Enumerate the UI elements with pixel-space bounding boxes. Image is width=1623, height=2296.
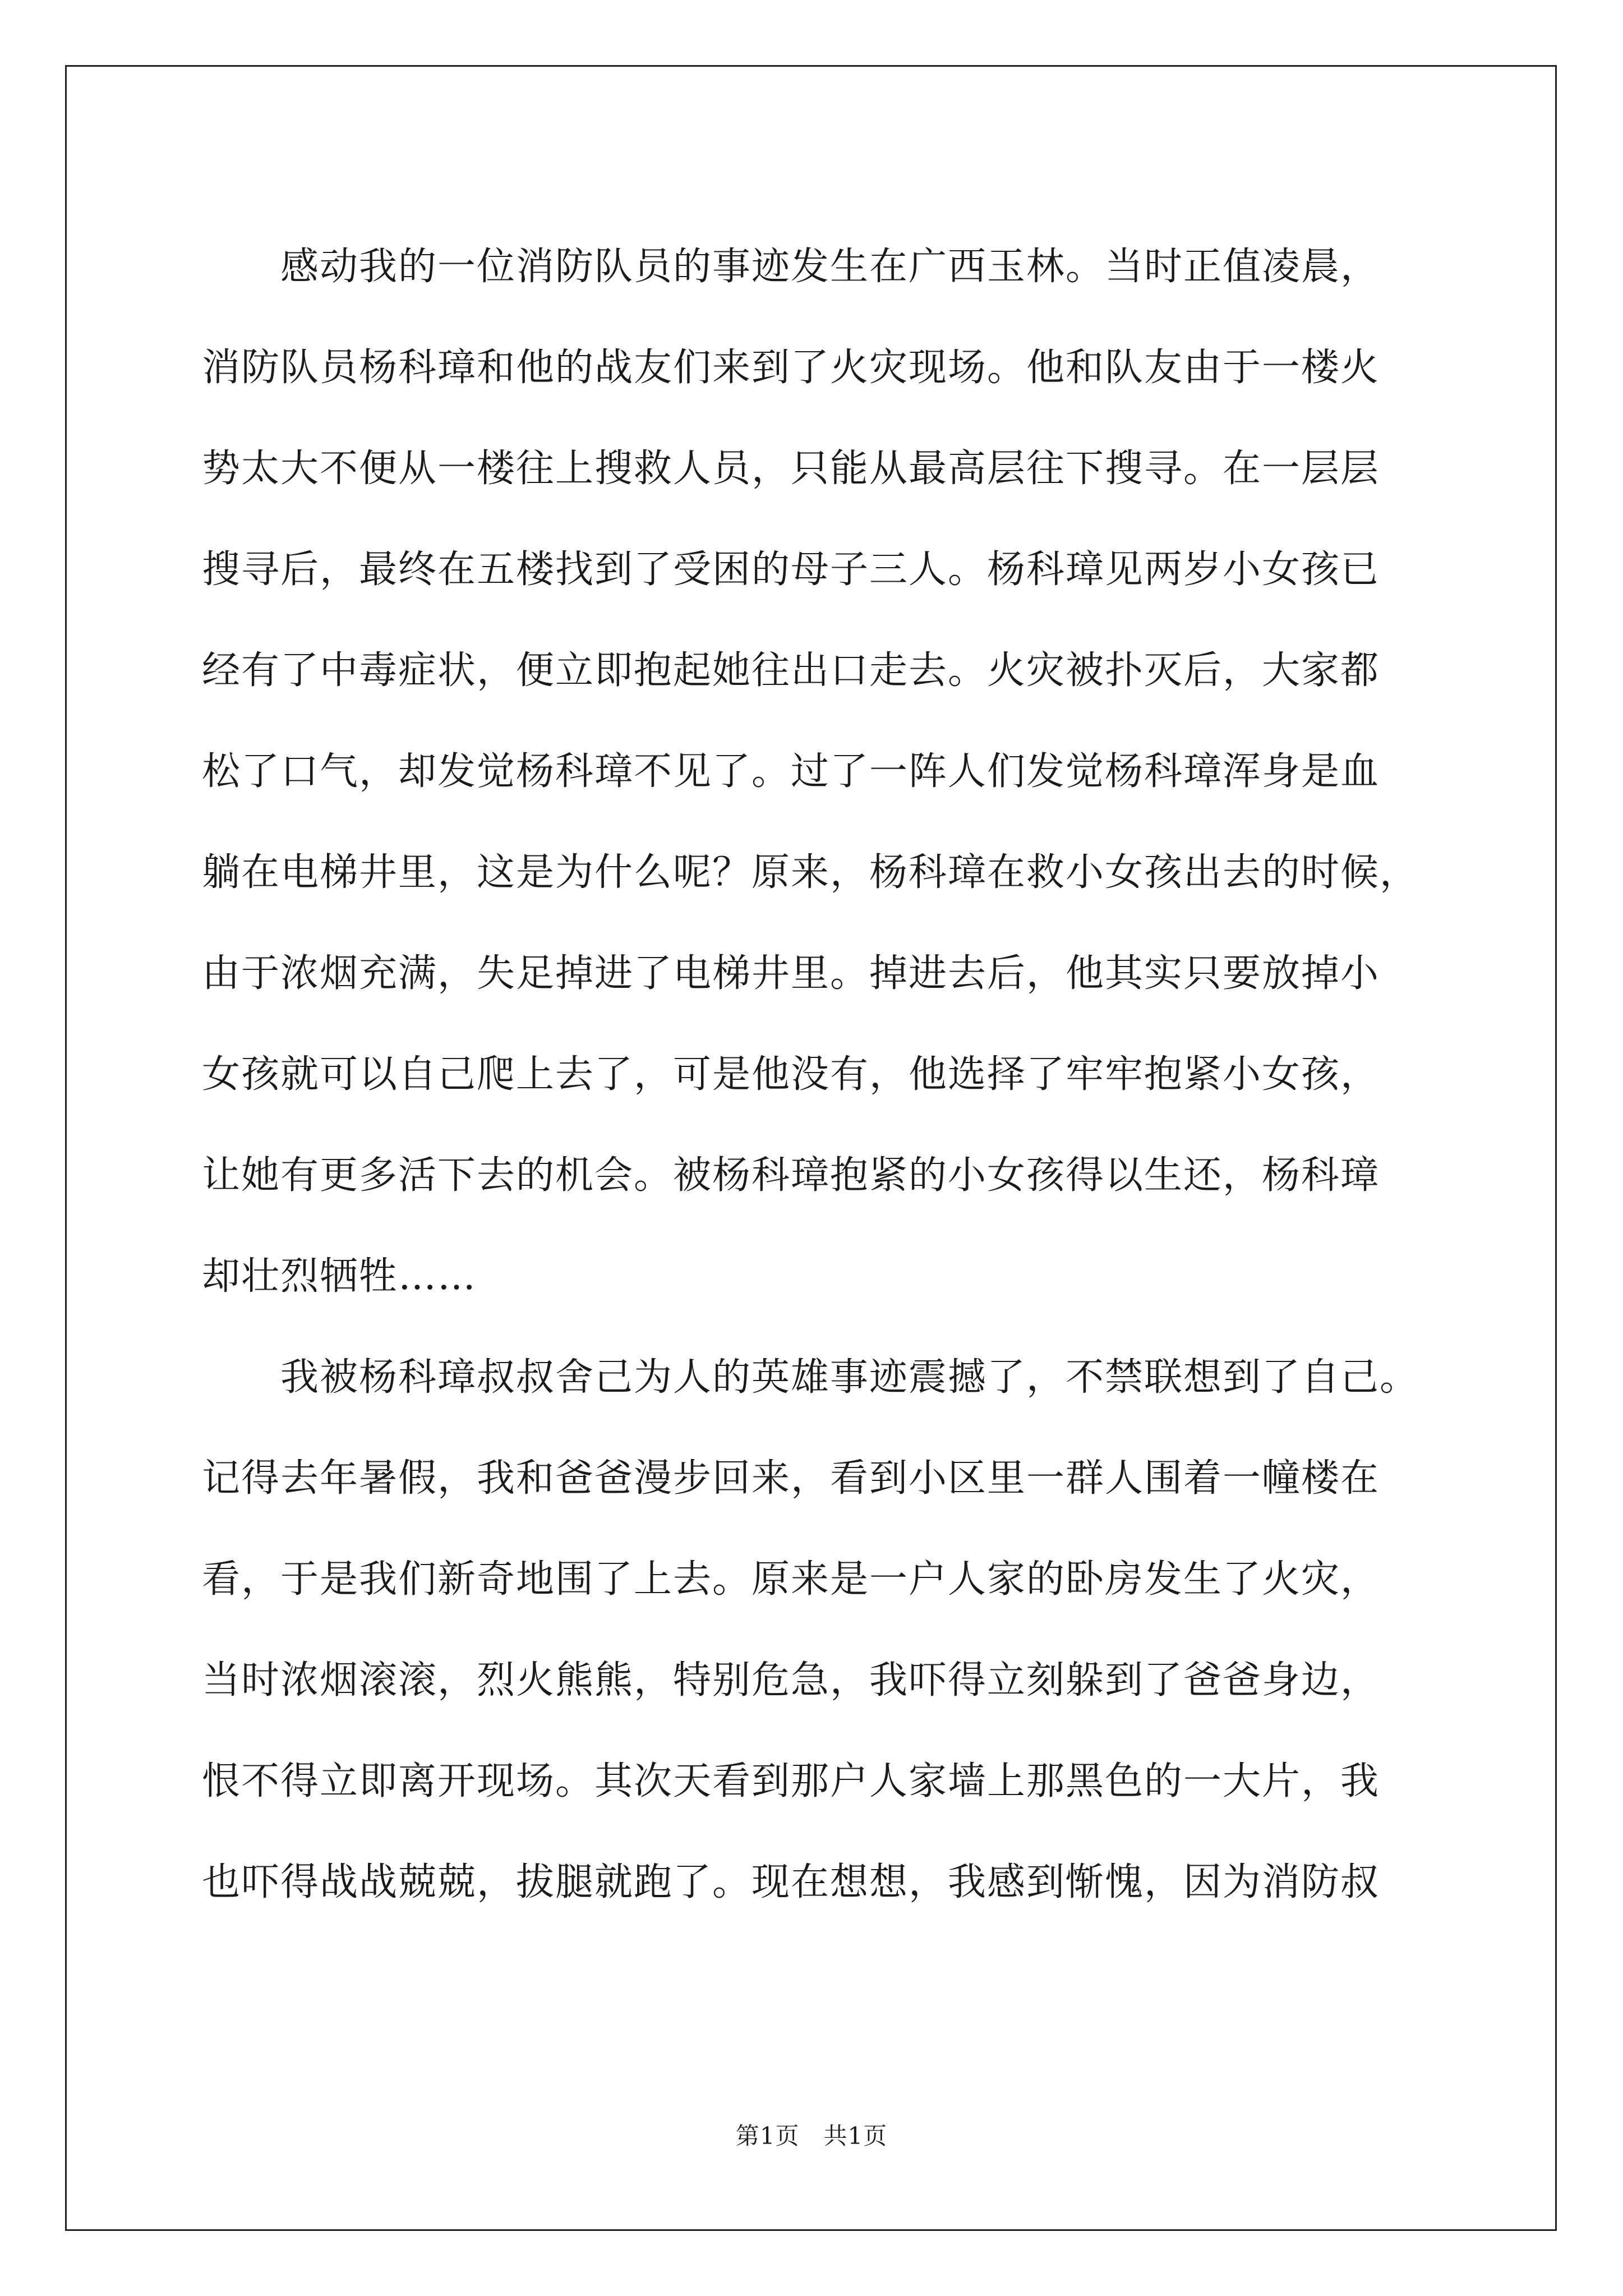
paragraph-1-line: 搜寻后，最终在五楼找到了受困的母子三人。杨科璋见两岁小女孩已 — [202, 547, 1380, 592]
paragraph-2-line: 记得去年暑假，我和爸爸漫步回来，看到小区里一群人围着一幢楼在 — [202, 1456, 1380, 1501]
paragraph-1-line: 经有了中毒症状，便立即抱起她往出口走去。火灾被扑灭后，大家都 — [202, 648, 1380, 693]
document-body — [202, 217, 1436, 1933]
paragraph-2-line: 我被杨科璋叔叔舍己为人的英雄事迹震撼了，不禁联想到了自己。 — [280, 1355, 1419, 1400]
paragraph-2-line: 当时浓烟滚滚，烈火熊熊，特别危急，我吓得立刻躲到了爸爸身边， — [202, 1658, 1380, 1703]
paragraph-2-line: 看，于是我们新奇地围了上去。原来是一户人家的卧房发生了火灾， — [202, 1557, 1380, 1602]
paragraph-1-line: 消防队员杨科璋和他的战友们来到了火灾现场。他和队友由于一楼火 — [202, 346, 1380, 390]
page-number: 第1页 共1页 — [735, 2122, 888, 2150]
paragraph-1-line: 让她有更多活下去的机会。被杨科璋抱紧的小女孩得以生还，杨科璋 — [202, 1153, 1380, 1198]
paragraph-1-line: 躺在电梯井里，这是为什么呢？原来，杨科璋在救小女孩出去的时候， — [202, 850, 1419, 895]
paragraph-1-line: 由于浓烟充满，失足掉进了电梯井里。掉进去后，他其实只要放掉小 — [202, 951, 1380, 996]
paragraph-1-line: 却壮烈牺牲…… — [202, 1254, 477, 1299]
paragraph-1-line: 松了口气，却发觉杨科璋不见了。过了一阵人们发觉杨科璋浑身是血 — [202, 749, 1380, 794]
paragraph-2-line: 也吓得战战兢兢，拔腿就跑了。现在想想，我感到惭愧，因为消防叔 — [202, 1860, 1380, 1904]
paragraph-1-line: 势太大不便从一楼往上搜救人员，只能从最高层往下搜寻。在一层层 — [202, 447, 1380, 491]
paragraph-1-line: 感动我的一位消防队员的事迹发生在广西玉林。当时正值凌晨， — [280, 245, 1380, 289]
paragraph-2-line: 恨不得立即离开现场。其次天看到那户人家墙上那黑色的一大片，我 — [202, 1759, 1380, 1803]
paragraph-1-line: 女孩就可以自己爬上去了，可是他没有，他选择了牢牢抱紧小女孩， — [202, 1052, 1380, 1097]
